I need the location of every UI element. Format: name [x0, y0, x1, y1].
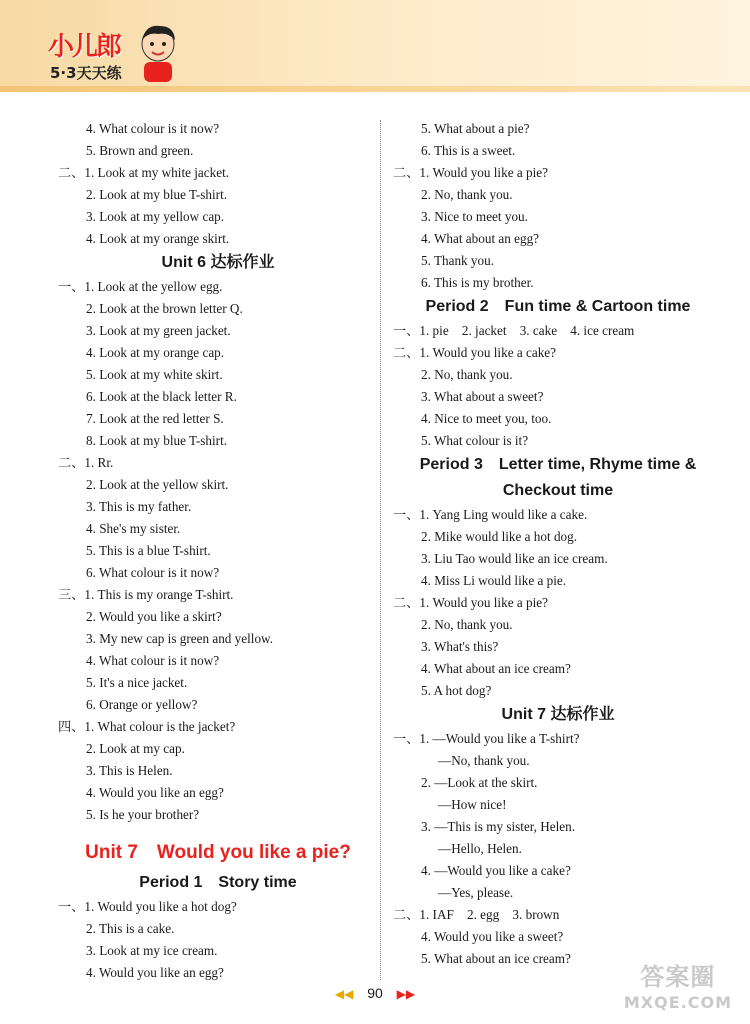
unit-title: Unit 7 Would you like a pie? [85, 842, 351, 863]
answer-line: 4. Would you like a sweet? [421, 929, 564, 944]
answer-line: 5. This is a blue T-shirt. [86, 543, 211, 558]
answer-line: 5. What about a pie? [421, 121, 530, 136]
answer-line: 6. Orange or yellow? [86, 697, 198, 712]
answer-line: 二、1. Rr. [58, 455, 114, 470]
section-heading: Unit 6 达标作业 [161, 254, 275, 271]
watermark-line1: 答案圈 [640, 963, 716, 991]
next-arrows-icon: ▶▶ [396, 987, 416, 1001]
answer-line: 2. Look at my blue T-shirt. [86, 187, 228, 202]
answer-line: 四、1. What colour is the jacket? [58, 719, 236, 734]
answer-line: 二、1. Would you like a cake? [393, 345, 557, 360]
answer-line: 3. Nice to meet you. [421, 209, 528, 224]
answer-line: 6. This is my brother. [421, 275, 534, 290]
section-heading: Period 2 Fun time & Cartoon time [425, 298, 691, 315]
logo-subtitle: 5·3天天练 [50, 64, 122, 82]
answer-line: 8. Look at my blue T-shirt. [86, 433, 228, 448]
section-heading: Period 3 Letter time, Rhyme time & [419, 456, 697, 473]
logo-title: 小儿郎 [48, 32, 121, 62]
answer-line: 5. A hot dog? [421, 683, 492, 698]
right-column [393, 118, 723, 970]
answer-line: 3. Look at my yellow cap. [86, 209, 225, 224]
answer-line: 5. It's a nice jacket. [86, 675, 188, 690]
answer-line: 5. What colour is it? [421, 433, 529, 448]
answer-line: 4. Look at my orange cap. [86, 345, 225, 360]
answer-line: 一、1. pie 2. jacket 3. cake 4. ice cream [393, 323, 635, 338]
answer-line: —No, thank you. [438, 753, 530, 768]
answer-line: 4. What about an ice cream? [421, 661, 571, 676]
watermark [624, 964, 732, 1016]
logo [48, 22, 178, 88]
answer-line: 3. Look at my green jacket. [86, 323, 231, 338]
answer-line: 二、1. Look at my white jacket. [58, 165, 230, 180]
answer-line: 4. Would you like an egg? [86, 965, 224, 980]
answer-line: —Hello, Helen. [438, 841, 522, 856]
answer-line: 4. Miss Li would like a pie. [421, 573, 567, 588]
answer-line: 5. Is he your brother? [86, 807, 200, 822]
answer-line: 3. This is Helen. [86, 763, 173, 778]
answer-line: 2. No, thank you. [421, 367, 513, 382]
answer-line: 5. What about an ice cream? [421, 951, 571, 966]
answer-line: 5. Brown and green. [86, 143, 194, 158]
answer-line: 3. Liu Tao would like an ice cream. [421, 551, 608, 566]
answer-line: 三、1. This is my orange T-shirt. [58, 587, 234, 602]
answer-line: 2. Mike would like a hot dog. [421, 529, 578, 544]
answer-line: 2. Look at the yellow skirt. [86, 477, 229, 492]
answer-line: 二、1. Would you like a pie? [393, 165, 548, 180]
column-divider [380, 120, 381, 980]
answer-line: 4. Look at my orange skirt. [86, 231, 230, 246]
answer-line: 2. No, thank you. [421, 617, 513, 632]
answer-line: 6. Look at the black letter R. [86, 389, 237, 404]
answer-line: 二、1. IAF 2. egg 3. brown [393, 907, 560, 922]
section-heading: Checkout time [502, 482, 614, 499]
answer-line: —Yes, please. [438, 885, 514, 900]
answer-line: 4. What colour is it now? [86, 653, 220, 668]
answer-line: 一、1. Yang Ling would like a cake. [393, 507, 588, 522]
answer-line: 5. Thank you. [421, 253, 495, 268]
answer-line: 2. Would you like a skirt? [86, 609, 222, 624]
answer-line: 6. This is a sweet. [421, 143, 516, 158]
answer-line: 7. Look at the red letter S. [86, 411, 224, 426]
answer-line: 2. —Look at the skirt. [421, 775, 538, 790]
answer-line: 5. Look at my white skirt. [86, 367, 223, 382]
watermark-line2: MXQE.COM [623, 993, 732, 1012]
answer-line: 2. This is a cake. [86, 921, 175, 936]
answer-line: 一、1. Look at the yellow egg. [58, 279, 223, 294]
answer-line: 一、1. Would you like a hot dog? [58, 899, 237, 914]
answer-line: 4. What about an egg? [421, 231, 540, 246]
section-heading: Period 1 Story time [139, 874, 297, 891]
answer-line: 2. No, thank you. [421, 187, 513, 202]
answer-line: 3. What about a sweet? [421, 389, 544, 404]
answer-line: 2. Look at the brown letter Q. [86, 301, 243, 316]
answer-line: 2. Look at my cap. [86, 741, 185, 756]
answer-line: 4. —Would you like a cake? [421, 863, 571, 878]
left-column [58, 118, 378, 984]
answer-line: 3. —This is my sister, Helen. [421, 819, 576, 834]
answer-line: 3. What's this? [421, 639, 499, 654]
answer-line: 4. Nice to meet you, too. [421, 411, 552, 426]
answer-line: 4. She's my sister. [86, 521, 181, 536]
page-number: 90 [367, 985, 383, 1001]
answer-line: —How nice! [438, 797, 507, 812]
header-banner [0, 0, 750, 92]
mascot-icon [136, 22, 180, 84]
answer-line: 一、1. —Would you like a T-shirt? [393, 731, 580, 746]
answer-line: 3. My new cap is green and yellow. [86, 631, 274, 646]
answer-line: 3. Look at my ice cream. [86, 943, 218, 958]
answer-line: 二、1. Would you like a pie? [393, 595, 548, 610]
answer-line: 4. What colour is it now? [86, 121, 220, 136]
answer-line: 3. This is my father. [86, 499, 192, 514]
section-heading: Unit 7 达标作业 [501, 706, 615, 723]
answer-line: 4. Would you like an egg? [86, 785, 224, 800]
answer-line: 6. What colour is it now? [86, 565, 220, 580]
prev-arrows-icon: ◀◀ [334, 987, 354, 1001]
